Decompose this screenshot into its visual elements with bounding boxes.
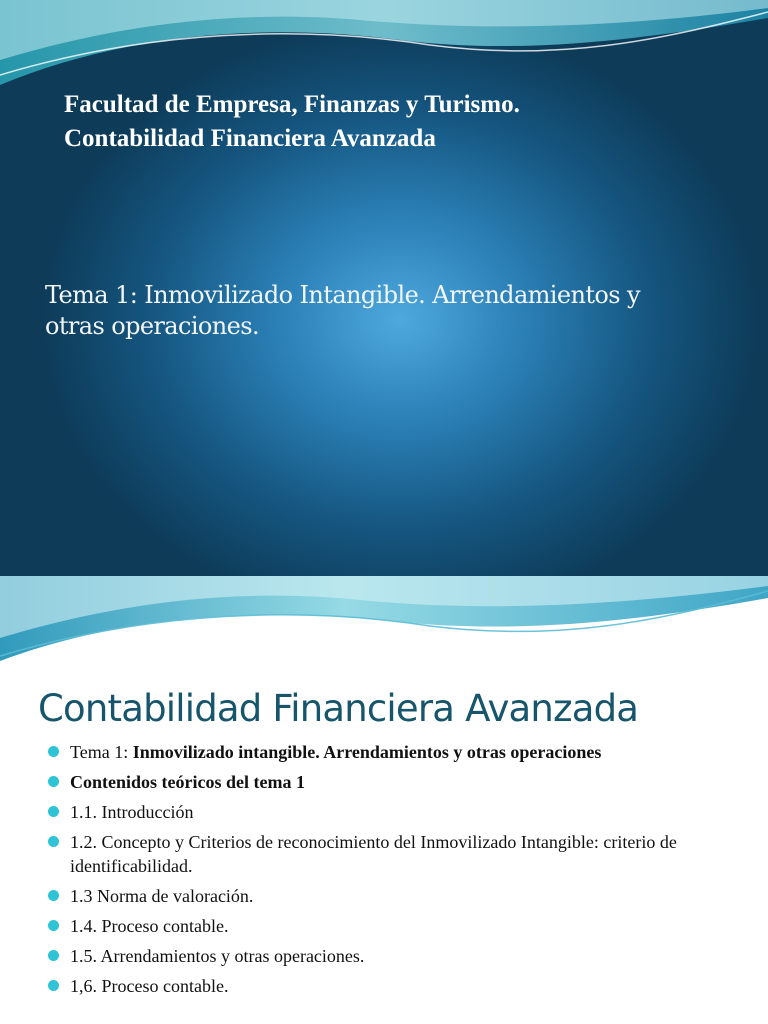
item-text: 1.2. Concepto y Criterios de reconocimiento del Inmovilizado Intangible: criterio de identificabilidad. <box>70 832 677 876</box>
item-bold-text: Inmovilizado intangible. Arrendamientos y otras operaciones <box>132 742 602 762</box>
item-text: 1.1. Introducción <box>70 802 194 822</box>
bullet-icon <box>48 950 59 961</box>
list-item <box>48 770 748 794</box>
item-text: 1.4. Proceso contable. <box>70 916 229 936</box>
title-line: Facultad de Empresa, Finanzas y Turismo. <box>64 91 520 118</box>
wave-decoration-top <box>0 576 768 666</box>
list-item <box>48 830 748 878</box>
list-item <box>48 974 748 998</box>
presentation-subtitle <box>45 280 725 342</box>
presentation-title <box>64 88 744 156</box>
item-text: 1.5. Arrendamientos y otras operaciones. <box>70 946 365 966</box>
item-text: Tema 1: <box>70 742 133 762</box>
contents-slide <box>0 576 768 1024</box>
list-item <box>48 884 748 908</box>
item-text: 1.3 Norma de valoración. <box>70 886 254 906</box>
bullet-icon <box>48 776 59 787</box>
bullet-icon <box>48 806 59 817</box>
title-line: Contabilidad Financiera Avanzada <box>64 125 436 152</box>
contents-list <box>48 740 748 1004</box>
list-item <box>48 944 748 968</box>
list-item <box>48 740 748 764</box>
bullet-icon <box>48 980 59 991</box>
bullet-icon <box>48 920 59 931</box>
subtitle-line: otras operaciones. <box>45 312 259 340</box>
bullet-icon <box>48 890 59 901</box>
subtitle-line: Tema 1: Inmovilizado Intangible. Arrendamientos y <box>45 281 640 309</box>
item-bold-text: Contenidos teóricos del tema 1 <box>70 772 305 792</box>
slide-title: Contabilidad Financiera Avanzada <box>38 687 639 730</box>
item-text: 1,6. Proceso contable. <box>70 976 229 996</box>
wave-decoration-top <box>0 0 768 90</box>
list-item <box>48 914 748 938</box>
list-item <box>48 800 748 824</box>
bullet-icon <box>48 836 59 847</box>
bullet-icon <box>48 746 59 757</box>
